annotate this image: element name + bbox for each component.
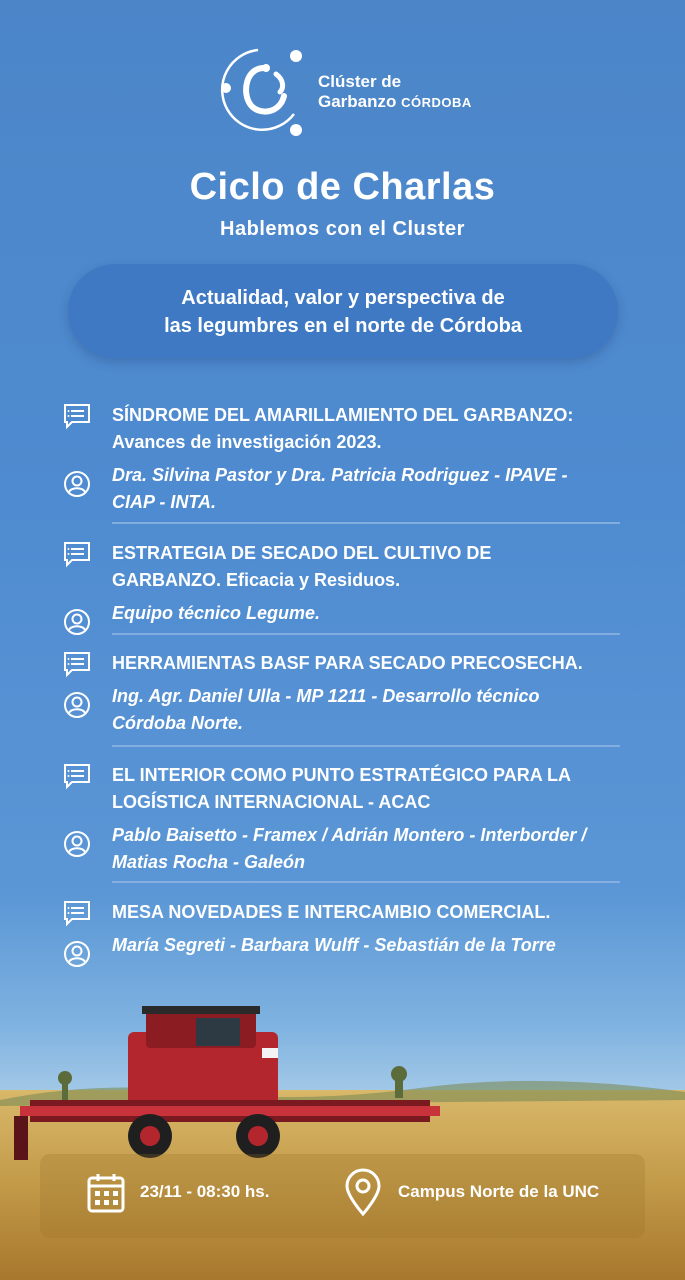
- chat-list-icon: [62, 899, 92, 927]
- brand-region: CÓRDOBA: [401, 95, 472, 110]
- talk-speaker: Equipo técnico Legume.: [112, 603, 321, 623]
- talk-topic: MESA NOVEDADES E INTERCAMBIO COMERCIAL.: [112, 902, 551, 922]
- brand-name: [318, 72, 472, 113]
- divider: [112, 522, 620, 524]
- talk-topic: ESTRATEGIA DE SECADO DEL CULTIVO DE GARBANZO. Eficacia y Residuos.: [112, 543, 492, 590]
- page-title: Ciclo de Charlas: [189, 166, 496, 208]
- brand-line1: Clúster de: [318, 72, 402, 91]
- brand-line2: Garbanzo: [318, 92, 397, 111]
- divider: [112, 633, 620, 635]
- person-icon: [62, 608, 92, 636]
- chat-list-icon: [62, 762, 92, 790]
- chat-list-icon: [62, 650, 92, 678]
- banner-line2: las legumbres en el norte de Córdoba: [164, 315, 522, 337]
- event-location: Campus Norte de la UNC: [398, 1182, 600, 1201]
- person-icon: [62, 830, 92, 858]
- cluster-logo: [218, 44, 308, 140]
- calendar-icon: [86, 1172, 126, 1214]
- talk-speaker: Ing. Agr. Daniel Ulla - MP 1211 - Desarrollo técnico Córdoba Norte.: [112, 686, 540, 733]
- page-subtitle: Hablemos con el Cluster: [220, 218, 465, 240]
- person-icon: [62, 691, 92, 719]
- divider: [112, 881, 620, 883]
- event-date: 23/11 - 08:30 hs.: [140, 1182, 270, 1201]
- location-pin-icon: [342, 1168, 384, 1218]
- person-icon: [62, 470, 92, 498]
- talk-speaker: Dra. Silvina Pastor y Dra. Patricia Rodriguez - IPAVE - CIAP - INTA.: [112, 465, 568, 512]
- talk-item: [60, 762, 620, 876]
- talk-topic: HERRAMIENTAS BASF PARA SECADO PRECOSECHA.: [112, 653, 583, 673]
- banner-line1: Actualidad, valor y perspectiva de: [181, 287, 505, 309]
- talk-topic: SÍNDROME DEL AMARILLAMIENTO DEL GARBANZO: Avances de investigación 2023.: [112, 405, 574, 452]
- divider: [112, 745, 620, 747]
- talk-item: [60, 899, 620, 959]
- theme-banner: [68, 264, 618, 358]
- talk-speaker: Pablo Baisetto - Framex / Adrián Montero - Interborder / Matias Rocha - Galeón: [112, 825, 587, 872]
- event-info-bar: [40, 1154, 645, 1238]
- talk-item: [60, 650, 620, 737]
- talk-item: [60, 540, 620, 627]
- chat-list-icon: [62, 540, 92, 568]
- talk-speaker: María Segreti - Barbara Wulff - Sebastián de la Torre: [112, 935, 556, 955]
- talk-topic: EL INTERIOR COMO PUNTO ESTRATÉGICO PARA LA LOGÍSTICA INTERNACIONAL - ACAC: [112, 765, 572, 812]
- chat-list-icon: [62, 402, 92, 430]
- talk-item: [60, 402, 620, 516]
